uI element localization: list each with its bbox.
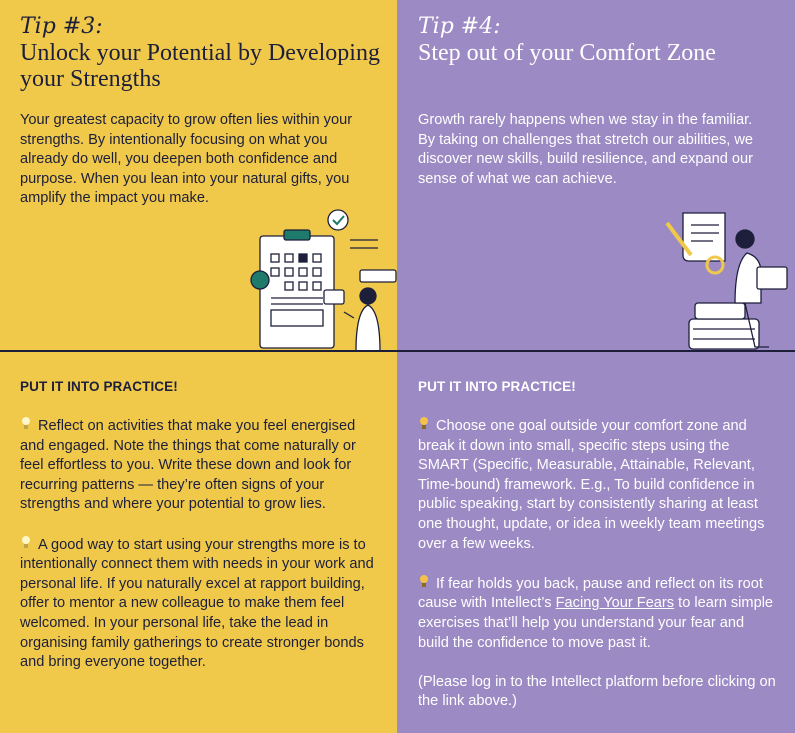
practice-left-panel [0,352,397,733]
tip3-title: Unlock your Potential by Developing your Strengths [20,40,380,92]
tip4-title: Step out of your Comfort Zone [418,40,716,66]
lightbulb-icon [418,416,430,430]
facing-your-fears-link[interactable]: Facing Your Fears [555,595,675,612]
comfort-zone-illustration [665,207,795,351]
practice-right-bullet-2: If fear holds you back, pause and reflect on its root cause with Intellect’s Facing Your Fears to learn simple exercises that’ll help you understand your fear and build the confidence to move past it. [418,575,774,651]
practice-right-panel [397,352,795,733]
lightbulb-icon [418,574,430,588]
tip3-number: Tip #3: [20,14,103,39]
practice-left-heading: PUT IT INTO PRACTICE! [20,379,178,394]
lightbulb-icon [20,535,32,549]
practice-left-bullet-1: Reflect on activities that make you feel energised and engaged. Note the things that come naturally or feel effortless to you. Write these down and look for recurring patterns — they’re often signs of your strengths and where your potential to grow lies. [20,418,356,513]
tip3-panel [0,0,397,351]
tip3-intro: Your greatest capacity to grow often lies within your strengths. By intentionally focusing on what you already do well, you deepen both confidence and purpose. When you lean into your natural gifts, you amplify the impact you make. [20,112,353,207]
practice-right-bullet-1: Choose one goal outside your comfort zone and break it down into small, specific steps using the SMART (Specific, Measurable, Attainable, Relevant, Time-bound) framework. E.g., To build confidence in public speaking, start by consistently sharing at least one thought, update, or idea in weekly team meetings over a few weeks. [418,418,765,552]
practice-right-heading: PUT IT INTO PRACTICE! [418,379,576,394]
practice-right-note: (Please log in to the Intellect platform before clicking on the link above.) [418,673,776,710]
lightbulb-icon [20,416,32,430]
strengths-checklist-illustration [238,208,397,351]
tip4-number: Tip #4: [418,14,501,39]
practice-left-bullet-2: A good way to start using your strengths more is to intentionally connect them with needs in your work and personal life. If you naturally excel at rapport building, offer to mentor a new colleague to make them feel welcomed. In your personal life, take the lead in organising family gatherings to create stronger bonds and bring everyone together. [20,536,374,671]
practice-right-body [418,416,778,732]
practice-left-body [20,416,380,692]
tip4-panel [397,0,795,351]
tip4-intro: Growth rarely happens when we stay in the familiar. By taking on challenges that stretch our abilities, we discover new skills, build resilience, and expand our sense of what we can achieve. [418,112,754,187]
